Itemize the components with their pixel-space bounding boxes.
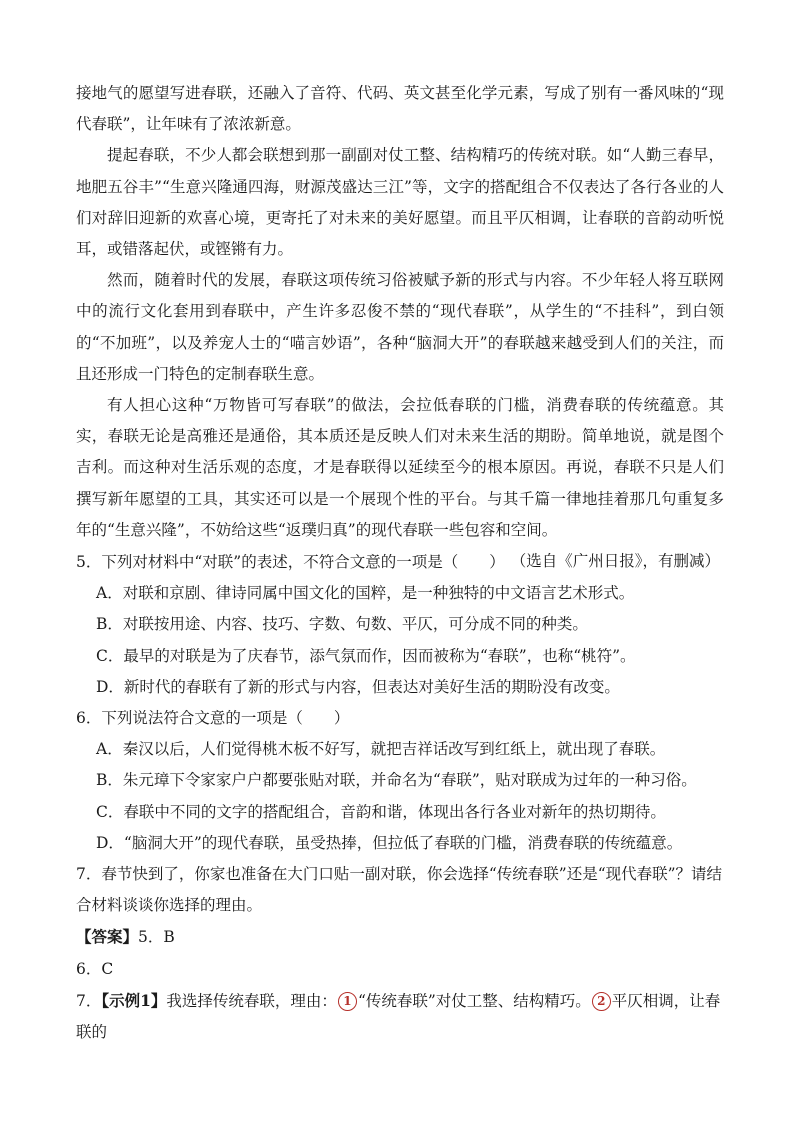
- question-stem-5: 5．下列对材料中“对联”的表述，不符合文意的一项是（ ）: [76, 553, 505, 571]
- option-6b: B．朱元璋下令家家户户都要张贴对联，并命名为“春联”，贴对联成为过年的一种习俗。: [96, 771, 697, 790]
- answer-label: 【答案】: [76, 927, 139, 947]
- question-stem-7: 7．春节快到了，你家也准备在大门口贴一副对联，你会选择“传统春联”还是“现代春联”？请结合材料谈谈你选择的理由。: [76, 865, 723, 915]
- answer-7-text: 我选择传统春联，理由：: [166, 991, 337, 1010]
- option-5a: A．对联和京剧、律诗同属中国文化的国粹，是一种独特的中文语言艺术形式。: [96, 584, 635, 603]
- paragraph: 提起春联，不少人都会联想到那一副副对仗工整、结构精巧的传统对联。如“人勤三春早，地肥五谷丰”“生意兴隆通四海，财源茂盛达三江”等，文字的搭配组合不仅表达了各行各业的人们对辞旧迎新的欢喜心境，更寄托了对未来的美好愿望。而且平仄相调，让春联的音韵动听悦耳，或错落起伏，或铿锵有力。: [76, 146, 724, 259]
- question-stem-6: 6．下列说法符合文意的一项是（ ）: [76, 709, 350, 728]
- answer-line-5: [76, 921, 724, 953]
- reading-passage: [76, 78, 724, 577]
- answer-line-7: [76, 985, 724, 1048]
- answer-7-text: 平仄相调，让春联的: [76, 991, 721, 1042]
- answer-7-example-label: 【示例1】: [101, 990, 167, 1010]
- circled-number-1-icon: 1: [338, 992, 357, 1011]
- option-5b: B．对联按用途、内容、技巧、字数、句数、平仄，可分成不同的种类。: [96, 615, 588, 634]
- option-6a: A．秦汉以后，人们觉得桃木板不好写，就把吉祥话改写到红纸上，就出现了春联。: [96, 740, 666, 759]
- answer-7-number: 7．: [76, 991, 102, 1010]
- paragraph: 有人担心这种“万物皆可写春联”的做法，会拉低春联的门槛，消费春联的传统蕴意。其实，春联无论是高雅还是通俗，其本质还是反映人们对未来生活的期盼。简单地说，就是图个吉利。而这种对生活乐观的态度，才是春联得以延续至今的根本原因。再说，春联不只是人们撰写新年愿望的工具，其实还可以是一个展现个性的平台。与其千篇一律地挂着那几句重复多年的“生意兴隆”，不妨给这些“返璞归真”的现代春联一些包容和空间。: [76, 396, 724, 539]
- option-6d: D．“脑洞大开”的现代春联，虽受热捧，但拉低了春联的门槛，消费春联的传统蕴意。: [96, 833, 683, 852]
- circled-number-2-icon: 2: [592, 992, 611, 1011]
- source-citation: （选自《广州日报》，有删减）: [510, 552, 720, 571]
- option-5c: C．最早的对联是为了庆春节，添气氛而作，因而被称为“春联”，也称“桃符”。: [96, 646, 636, 665]
- paragraph: 然而，随着时代的发展，春联这项传统习俗被赋予新的形式与内容。不少年轻人将互联网中的流行文化套用到春联中，产生许多忍俊不禁的“现代春联”，从学生的“不挂科”，到白领的“不加班”，以及养宠人士的“喵言妙语”，各种“脑洞大开”的春联越来越受到人们的关注，而且还形成一门特色的定制春联生意。: [76, 271, 724, 383]
- paragraph: 接地气的愿望写进春联，还融入了音符、代码、英文甚至化学元素，写成了别有一番风味的“现代春联”，让年味有了浓浓新意。: [76, 84, 724, 134]
- answer-6: 6．C: [76, 959, 114, 978]
- answer-7-text: “传统春联”对仗工整、结构精巧。: [357, 991, 591, 1010]
- option-5d: D．新时代的春联有了新的形式与内容，但表达对美好生活的期盼没有改变。: [96, 677, 620, 696]
- option-6c: C．春联中不同的文字的搭配组合，音韵和谐，体现出各行各业对新年的热切期待。: [96, 802, 666, 821]
- answer-5: 5．B: [138, 928, 175, 947]
- question-list: [76, 547, 724, 1048]
